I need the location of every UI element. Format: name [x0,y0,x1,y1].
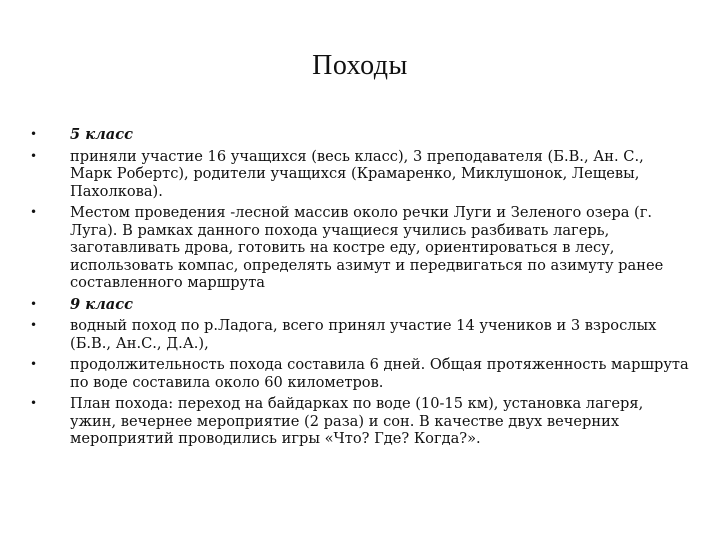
slide-title: Походы [312,50,408,81]
bullet-list [30,126,690,452]
bullet-item-participants-5 [30,148,690,201]
bullet-item-plan [30,395,690,448]
bullet-dot-icon: • [30,296,38,311]
bullet-text: 9 класс [70,295,134,313]
bullet-text: водный поход по р.Ладога, всего принял участие 14 учеников и 3 взрослых (Б.В., Ан.С., Д.А.), [70,317,657,352]
bullet-item-duration [30,356,690,391]
bullet-dot-icon: • [30,148,38,163]
bullet-dot-icon: • [30,318,38,332]
bullet-dot-icon: • [30,396,38,410]
bullet-dot-icon: • [30,205,38,219]
bullet-text: Местом проведения -лесной массив около речки Луги и Зеленого озера (г. Луга). В рамках данного похода учащиеся учились разбивать лагерь, заготавливать дрова, готовить на костре еду, ориентироваться в лесу, использовать компас, определять азимут и передвигаться по азимуту ранее составленного маршрута [70,204,664,291]
bullet-dot-icon: • [30,127,38,141]
bullet-item-9-class [30,296,690,314]
bullet-item-water-trip [30,317,690,352]
bullet-text: приняли участие 16 учащихся (весь класс), 3 преподавателя (Б.В., Ан. С., Марк Робертс), родители учащихся (Крамаренко, Миклушонок, Лещевы, Пахолкова). [70,147,644,200]
bullet-dot-icon: • [30,357,38,371]
bullet-text: План похода: переход на байдарках по воде (10-15 км), установка лагеря, ужин, вечернее мероприятие (2 раза) и сон. В качестве двух вечерних мероприятий проводились игры «Что? Где? Когда?». [70,395,644,447]
bullet-text: продолжительность похода составила 6 дней. Общая протяженность маршрута по воде составила около 60 километров. [70,356,689,391]
bullet-item-5-class [30,126,690,144]
bullet-item-location [30,204,690,292]
bullet-text: 5 класс [70,126,134,143]
